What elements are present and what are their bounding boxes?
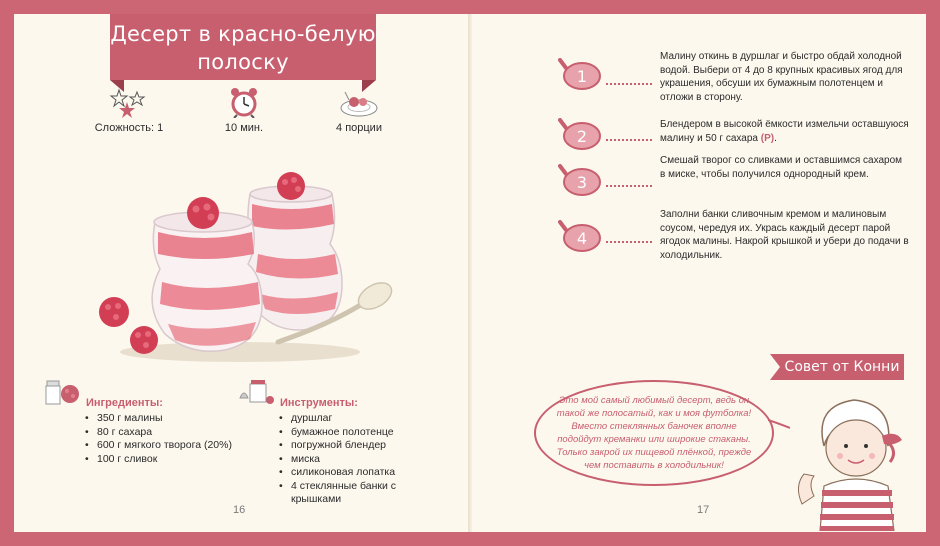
connie-illustration [784, 386, 922, 531]
difficulty [84, 84, 174, 134]
step-text [660, 118, 910, 145]
servings [314, 84, 404, 134]
step-text: Малину откинь в дуршлаг и быстро обдай холодной водой. Выбери от 4 до 8 крупных красивых ягод для украшения, обсуши их бумажным полотенцем и отложи в сторону. [660, 51, 903, 103]
list-item: • 350 г малины [85, 412, 239, 426]
pan-bubble-icon [558, 164, 602, 196]
list-item: • дуршлаг [279, 412, 438, 426]
kitchen-tools-icon [238, 378, 276, 411]
left-page [14, 14, 468, 532]
pan-bubble-icon [558, 58, 602, 90]
step-number: 2 [576, 127, 588, 146]
page-number-left: 16 [233, 504, 246, 516]
ingredients-block [44, 378, 239, 466]
difficulty-label: Сложность: 1 [94, 122, 164, 134]
front-jar [152, 197, 262, 351]
step-dots [606, 241, 652, 243]
tip-text: Это мой самый любимый десерт, ведь он такой же полосатый, как и моя футболка! Вместо стеклянных баночек вполне подойдут креманки или широкие стаканы. Только закрой их пищевой плёнкой, прежде чем поставить в холодильник! [556, 395, 752, 471]
list-item: • 4 стеклянные банки с крышками [279, 480, 438, 507]
step-number: 1 [576, 67, 588, 86]
step-text: Заполни банки сливочным кремом и малиновым соусом, чередуя их. Укрась каждый десерт парой ягодок малины. Накрой крышкой и убери до подачи в холодильник. [660, 209, 909, 261]
list-item: • 600 г мягкого творога (20%) [85, 439, 239, 453]
step-text-end: . [774, 132, 777, 144]
page-number-right: 17 [697, 504, 710, 516]
pan-bubble-icon [558, 118, 602, 150]
step-dots [606, 139, 652, 141]
recipe-meta [84, 84, 404, 134]
ingredients-title: Ингредиенты: [86, 397, 163, 409]
list-item: • 100 г сливок [85, 453, 239, 467]
tools-title: Инструменты: [280, 397, 358, 409]
time-label: 10 мин. [224, 122, 264, 134]
list-item: • погружной блендер [279, 439, 438, 453]
ingredients-icon [44, 378, 82, 411]
recipe-title: Десерт в красно-белую полоску [110, 22, 376, 74]
ingredients-list [85, 412, 239, 466]
list-item: • миска [279, 453, 438, 467]
list-item: • силиконовая лопатка [279, 466, 438, 480]
loose-raspberries [99, 297, 158, 354]
right-page [472, 14, 926, 532]
time [199, 84, 289, 134]
plate-icon [314, 84, 404, 118]
servings-label: 4 порции [336, 122, 382, 134]
title-banner [110, 14, 376, 80]
dessert-illustration [80, 164, 410, 374]
step-highlight: (P) [760, 132, 775, 144]
step-text-main: Блендером в высокой ёмкости измельчи оставшуюся малину и 50 г сахара [660, 119, 909, 144]
tip-banner [780, 354, 904, 380]
step-number: 3 [576, 173, 588, 192]
step-dots [606, 185, 652, 187]
step-text: Смешай творог со сливками и оставшимся сахаром в миске, чтобы получился однородный крем. [660, 155, 903, 180]
tip-speech-bubble [534, 380, 774, 486]
tools-block [238, 378, 438, 507]
tip-title: Совет от Конни [784, 359, 900, 375]
tools-list [279, 412, 438, 507]
list-item: • 80 г сахара [85, 426, 239, 440]
alarm-clock-icon [199, 84, 289, 118]
step-dots [606, 83, 652, 85]
pan-bubble-icon [558, 220, 602, 252]
list-item: • бумажное полотенце [279, 426, 438, 440]
stars-icon [84, 84, 174, 118]
step-number: 4 [576, 229, 588, 248]
